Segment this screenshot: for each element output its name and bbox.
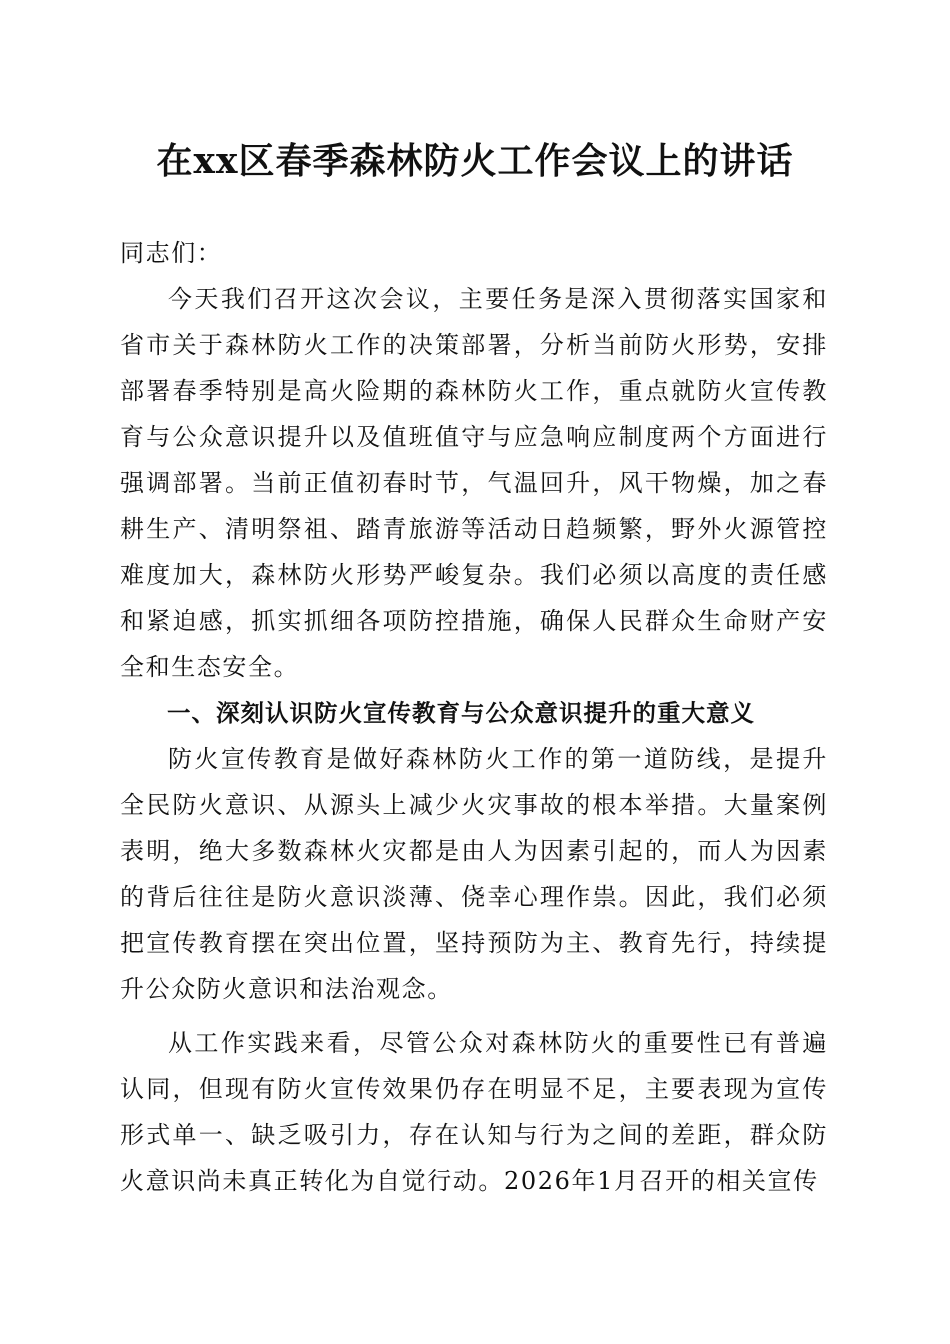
salutation: 同志们： — [120, 239, 223, 267]
section1-paragraph-1: 防火宣传教育是做好森林防火工作的第一道防线，是提升全民防火意识、从源头上减少火灾事故的根本举措。大量案例表明，绝大多数森林火灾都是由人为因素引起的，而人为因素的背后往往是防火意识淡薄、侥幸心理作祟。因此，我们必须把宣传教育摆在突出位置，坚持预防为主、教育先行，持续提升公众防火意识和法治观念。 — [120, 745, 828, 1003]
document-title: 在xx区春季森林防火工作会议上的讲话 — [156, 140, 794, 182]
intro-paragraph: 今天我们召开这次会议，主要任务是深入贯彻落实国家和省市关于森林防火工作的决策部署，分析当前防火形势，安排部署春季特别是高火险期的森林防火工作，重点就防火宣传教育与公众意识提升以及值班值守与应急响应制度两个方面进行强调部署。当前正值初春时节，气温回升，风干物燥，加之春耕生产、清明祭祖、踏青旅游等活动日趋频繁，野外火源管控难度加大，森林防火形势严峻复杂。我们必须以高度的责任感和紧迫感，抓实抓细各项防控措施，确保人民群众生命财产安全和生态安全。 — [120, 285, 828, 681]
document-body — [120, 230, 828, 1204]
section1-paragraph-2: 从工作实践来看，尽管公众对森林防火的重要性已有普遍认同，但现有防火宣传效果仍存在明显不足，主要表现为宣传形式单一、缺乏吸引力，存在认知与行为之间的差距，群众防火意识尚未真正转化为自觉行动。2026年1月召开的相关宣传 — [120, 1029, 828, 1195]
section-heading-1: 一、深刻认识防火宣传教育与公众意识提升的重大意义 — [167, 699, 755, 727]
